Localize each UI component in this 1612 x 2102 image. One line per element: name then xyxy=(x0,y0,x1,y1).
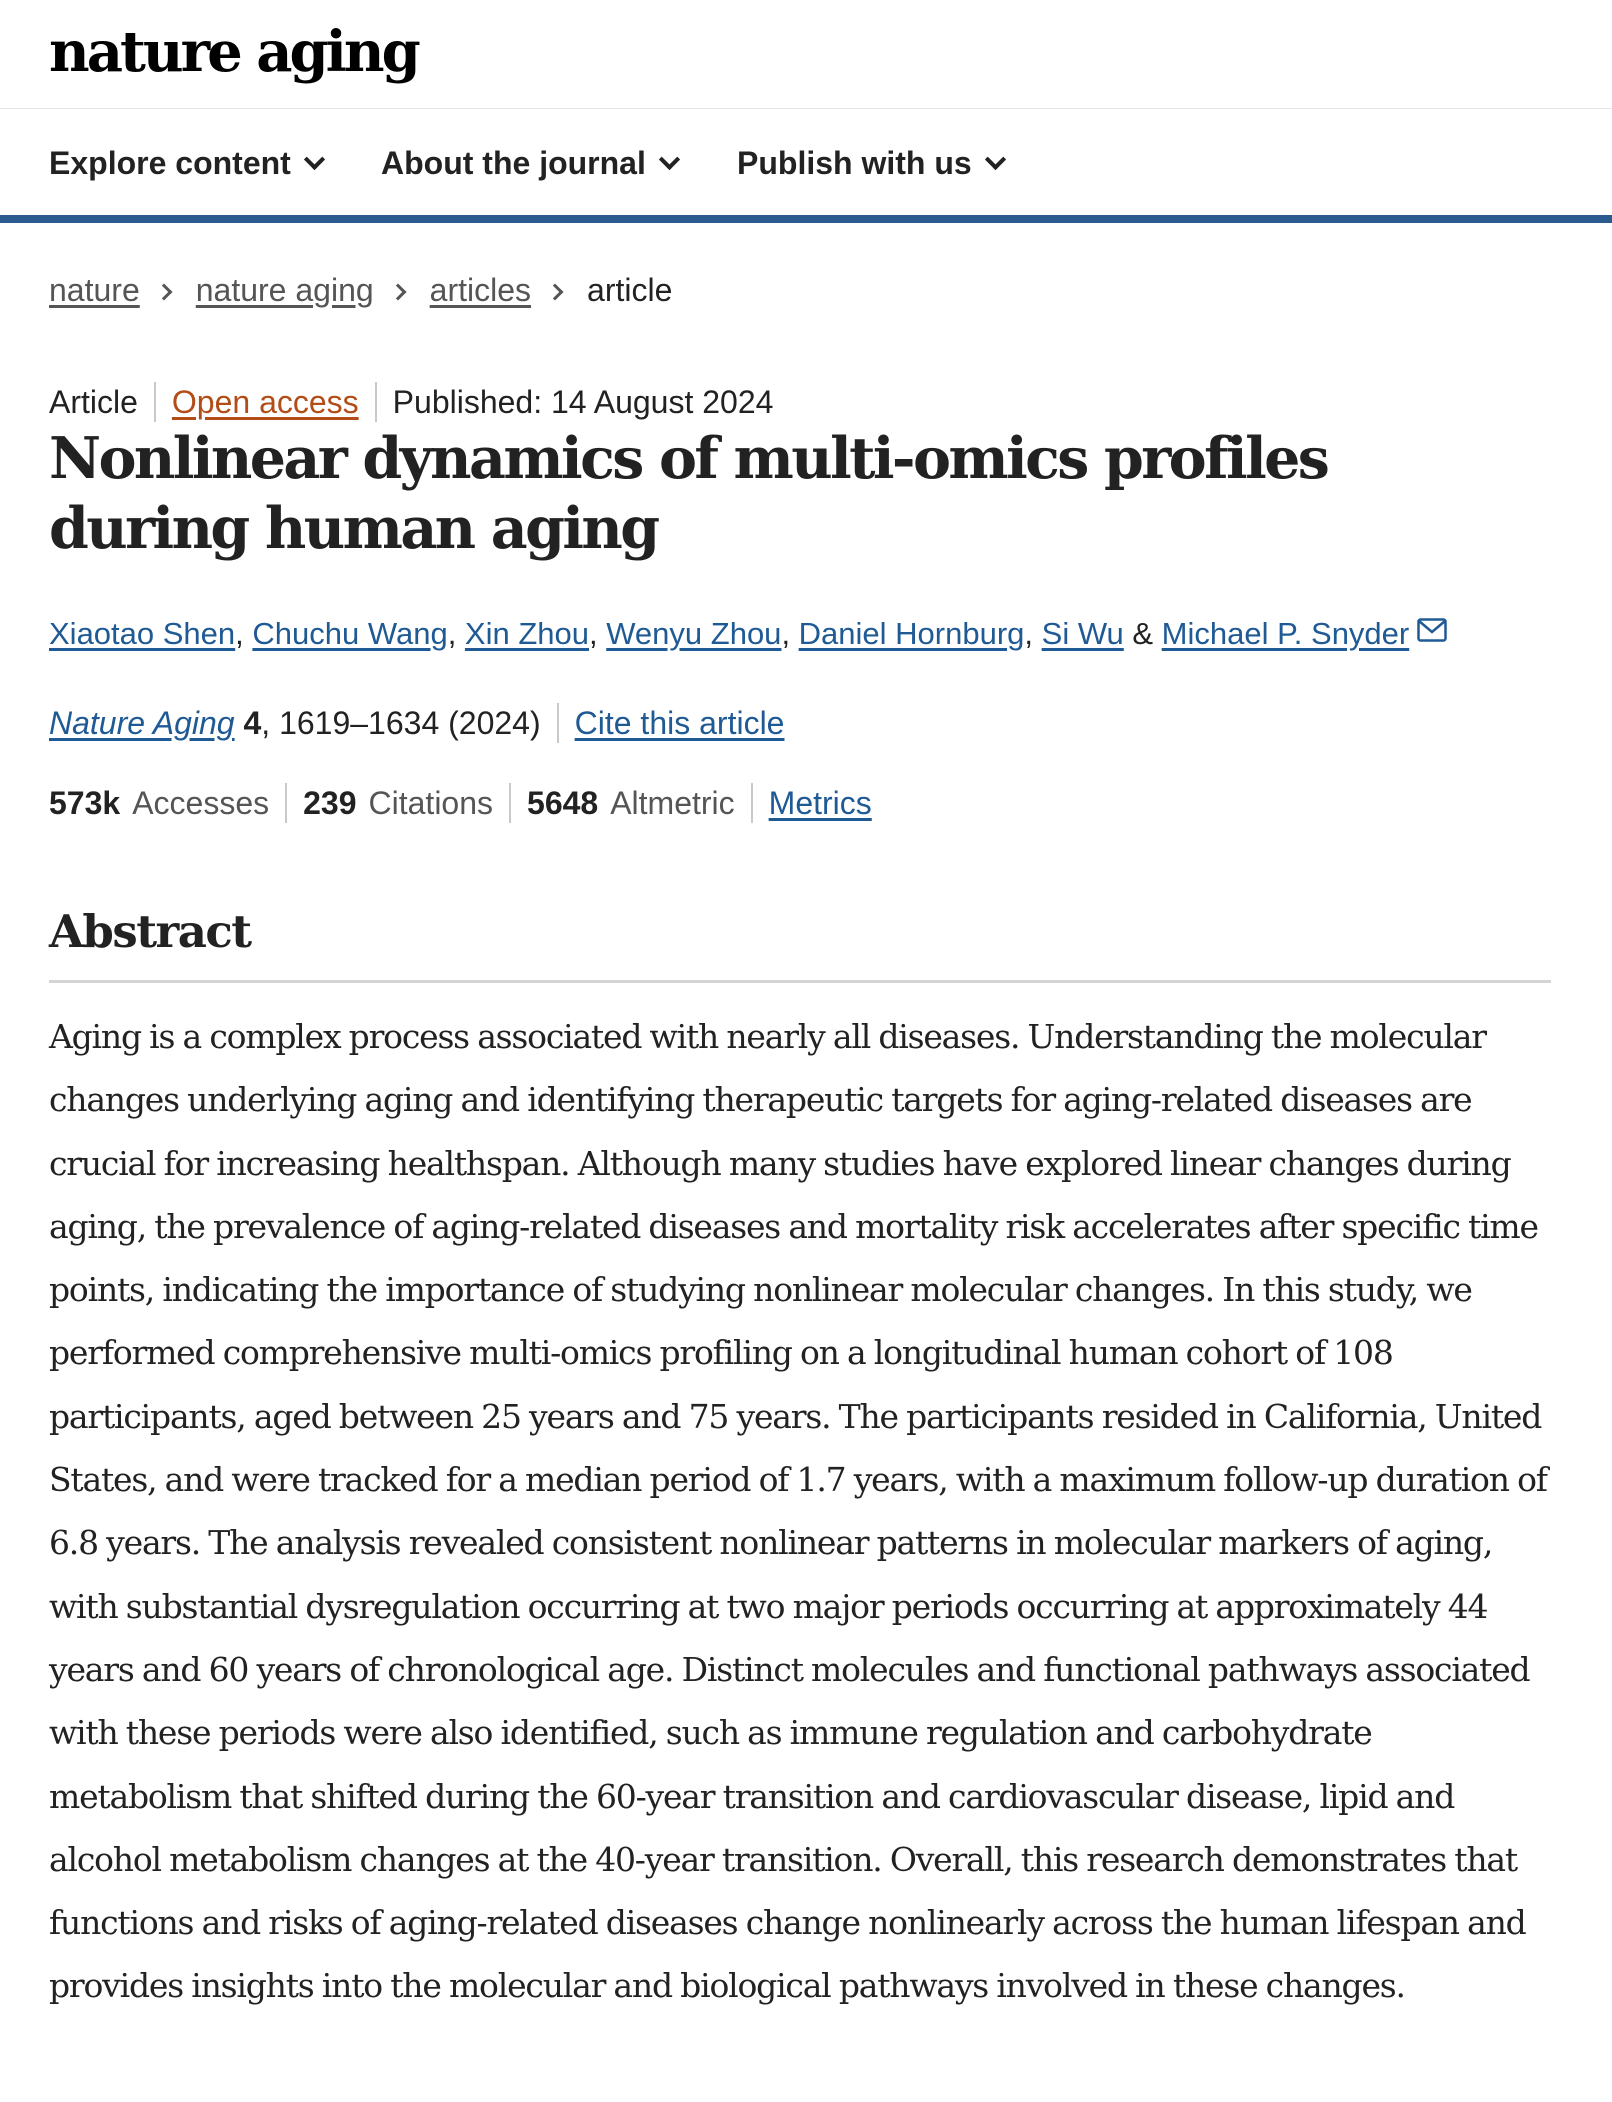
cite-this-article-link[interactable]: Cite this article xyxy=(574,705,785,741)
breadcrumb xyxy=(49,270,672,310)
nav-explore-content[interactable] xyxy=(49,143,322,183)
breadcrumb-current: article xyxy=(587,272,673,308)
journal-name-link[interactable]: Nature Aging xyxy=(49,705,235,741)
breadcrumb-nature[interactable]: nature xyxy=(49,272,140,308)
chevron-down-icon xyxy=(985,149,1006,170)
author-separator: , xyxy=(1024,616,1042,651)
author-separator: , xyxy=(589,616,607,651)
article-meta xyxy=(49,382,773,425)
divider xyxy=(557,703,559,743)
metrics-link[interactable]: Metrics xyxy=(768,785,872,821)
altmetric-label: Altmetric xyxy=(610,785,735,821)
volume: 4 xyxy=(243,705,262,741)
nav-about-journal-label: About the journal xyxy=(381,145,646,181)
chevron-down-icon xyxy=(304,149,325,170)
citation-line xyxy=(49,703,784,746)
author-link[interactable]: Xiaotao Shen xyxy=(49,616,236,651)
author-separator: , xyxy=(447,616,465,651)
author-link[interactable]: Wenyu Zhou xyxy=(606,616,782,651)
abstract-divider xyxy=(49,980,1551,983)
author-link[interactable]: Michael P. Snyder xyxy=(1161,616,1410,651)
altmetric-score: 5648 xyxy=(527,785,599,821)
metrics-bar xyxy=(49,783,872,826)
author-separator: , xyxy=(781,616,799,651)
pages-year: , 1619–1634 (2024) xyxy=(261,705,541,741)
main-nav xyxy=(0,109,1612,223)
accesses-label: Accesses xyxy=(132,785,270,821)
site-header xyxy=(0,0,1612,109)
abstract-text: Aging is a complex process associated with nearly all diseases. Understanding the molecular changes underlying aging and identifying therapeutic targets for aging-related diseases are crucial for increasing healthspan. Although many studies have explored linear changes during aging, the prevalence of aging-related diseases and mortality risk accelerates after specific time points, indicating the importance of studying nonlinear molecular changes. In this study, we performed comprehensive multi-omics profiling on a longitudinal human cohort of 108 participants, aged between 25 years and 75 years. The participants resided in California, United States, and were tracked for a median period of 1.7 years, with a maximum follow-up duration of 6.8 years. The analysis revealed consistent nonlinear patterns in molecular markers of aging, with substantial dysregulation occurring at two major periods occurring at approximately 44 years and 60 years of chronological age. Distinct molecules and functional pathways associated with these periods were also identified, such as immune regulation and carbohydrate metabolism that shifted during the 60-year transition and cardiovascular disease, lipid and alcohol metabolism changes at the 40-year transition. Overall, this research demonstrates that functions and risks of aging-related diseases change nonlinearly across the human lifespan and provides insights into the molecular and biological pathways involved in these changes. xyxy=(49,1017,1547,2006)
nav-about-journal[interactable] xyxy=(381,143,677,183)
author-separator: , xyxy=(235,616,253,651)
article-type: Article xyxy=(49,384,138,420)
author-link[interactable]: Daniel Hornburg xyxy=(798,616,1025,651)
breadcrumb-articles[interactable]: articles xyxy=(429,272,532,308)
author-list xyxy=(49,614,1589,656)
nav-explore-content-label: Explore content xyxy=(49,145,291,181)
citations-count: 239 xyxy=(303,785,357,821)
author-link[interactable]: Chuchu Wang xyxy=(252,616,448,651)
envelope-icon[interactable] xyxy=(1417,612,1447,652)
article-title: Nonlinear dynamics of multi-omics profiles during human aging xyxy=(49,425,1328,562)
journal-logo[interactable]: nature aging xyxy=(49,19,418,85)
open-access-link[interactable]: Open access xyxy=(171,384,359,420)
divider xyxy=(154,382,156,422)
author-separator: & xyxy=(1123,616,1162,651)
chevron-right-icon xyxy=(547,284,564,301)
author-link[interactable]: Xin Zhou xyxy=(464,616,589,651)
nav-publish-with-us[interactable] xyxy=(737,143,1003,183)
nav-publish-with-us-label: Publish with us xyxy=(737,145,972,181)
author-link[interactable]: Si Wu xyxy=(1041,616,1124,651)
citations-label: Citations xyxy=(368,785,494,821)
divider xyxy=(509,783,511,823)
chevron-right-icon xyxy=(389,284,406,301)
published-date: Published: 14 August 2024 xyxy=(392,384,774,420)
divider xyxy=(751,783,753,823)
divider xyxy=(285,783,287,823)
accesses-count: 573k xyxy=(49,785,121,821)
chevron-down-icon xyxy=(659,149,680,170)
abstract-heading: Abstract xyxy=(49,905,251,958)
chevron-right-icon xyxy=(155,284,172,301)
breadcrumb-nature-aging[interactable]: nature aging xyxy=(195,272,374,308)
divider xyxy=(375,382,377,422)
